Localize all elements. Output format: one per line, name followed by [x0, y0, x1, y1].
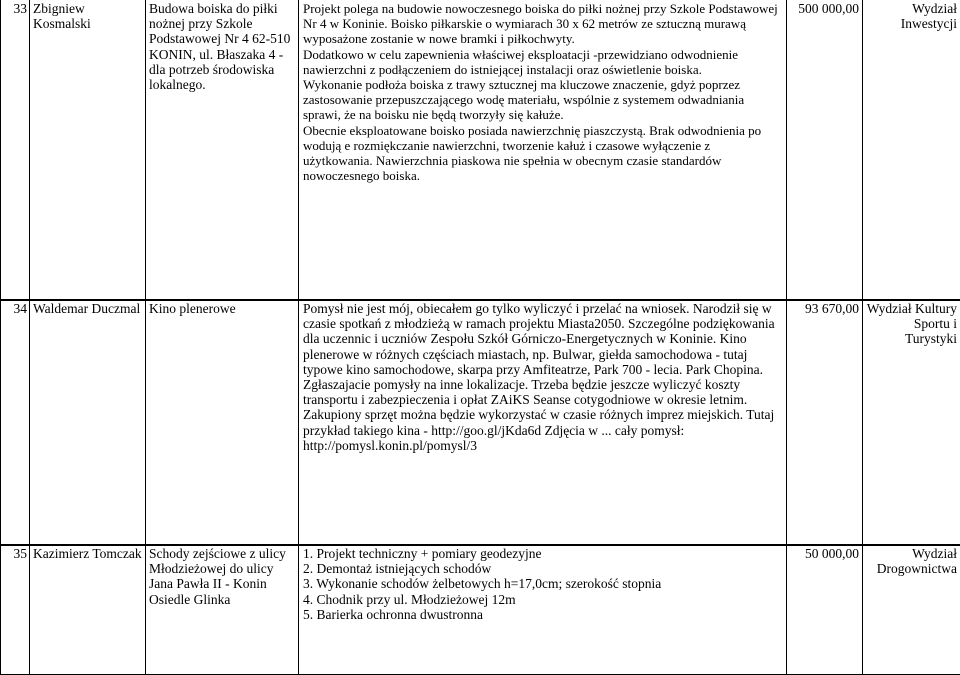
department: Wydział Drogownictwa [863, 545, 960, 675]
department: Wydział Inwestycji [863, 0, 960, 301]
author-name: Waldemar Duczmal [30, 300, 146, 546]
project-description [299, 545, 787, 675]
author-name: Kazimierz Tomczak [30, 545, 146, 675]
project-row-33 [0, 0, 960, 301]
description-line: 1. Projekt techniczny + pomiary geodezyjne [303, 546, 783, 561]
row-number: 35 [1, 545, 30, 675]
description-paragraph: Obecnie eksploatowane boisko posiada nawierzchnię piaszczystą. Brak odwodnienia po wodują e rozmiękczanie nawierzchni, tworzenie kałuż i czasowe wyłączenie z użytkowania. Nawierzchnia piaskowa nie spełnia w obecnym czasie standardów nowoczesnego boiska. [303, 123, 783, 184]
project-amount: 500 000,00 [787, 0, 863, 301]
project-amount: 93 670,00 [787, 300, 863, 546]
description-paragraph: Dodatkowo w celu zapewnienia właściwej eksploatacji -przewidziano odwodnienie nawierzchni z podłączeniem do istniejącej instalacji oraz oświetlenie boiska. [303, 47, 783, 77]
description-line: 5. Barierka ochronna dwustronna [303, 607, 783, 622]
project-title: Kino plenerowe [146, 300, 299, 546]
row-number: 33 [1, 0, 30, 301]
project-amount: 50 000,00 [787, 545, 863, 675]
description-paragraph: Projekt polega na budowie nowoczesnego boiska do piłki nożnej przy Szkole Podstawowej Nr 4 w Koninie. Boisko piłkarskie o wymiarach 30 x 62 metrów ze sztuczną murawą wyposażone zostanie w nowe bramki i piłkochwyty. [303, 1, 783, 47]
project-title: Schody zejściowe z ulicy Młodzieżowej do ulicy Jana Pawła II - Konin Osiedle Glinka [146, 545, 299, 675]
project-row-34 [0, 299, 960, 546]
department: Wydział Kultury Sportu i Turystyki [863, 300, 960, 546]
project-description [299, 300, 787, 546]
project-row-35 [0, 544, 960, 675]
description-line: 2. Demontaż istniejących schodów [303, 561, 783, 576]
author-name: Zbigniew Kosmalski [30, 0, 146, 301]
project-title: Budowa boiska do piłki nożnej przy Szkole Podstawowej Nr 4 62-510 KONIN, ul. Błaszaka 4 - dla potrzeb środowiska lokalnego. [146, 0, 299, 301]
row-number: 34 [1, 300, 30, 546]
description-line: 3. Wykonanie schodów żelbetowych h=17,0cm; szerokość stopnia [303, 576, 783, 591]
description-paragraph: Pomysł nie jest mój, obiecałem go tylko wyliczyć i przelać na wniosek. Narodził się w czasie spotkań z młodzieżą w ramach projektu Miasta2050. Szczególne podziękowania dla uczennic i uczniów Zespołu Szkół Górniczo-Energetycznych w Koninie. Kino plenerowe w różnych częściach miastach, np. Bulwar, giełda samochodowa - tutaj typowe kino samochodowe, skarpa przy Amfiteatrze, Park 700 - lecia. Park Chopina. Zgłaszajacie pomysły na inne lokalizacje. Trzeba będzie jeszcze wyliczyć koszty transportu i zabezpieczenia i opłat ZAiKS Seanse cotygodniowe w okresie letnim. Zakupiony sprzęt można będzie wykorzystać w czasie różnych imprez miejskich. Tutaj przykład takiego kina - http://goo.gl/jKda6d Zdjęcia w ... cały pomysł: http://pomysl.konin.pl/pomysl/3 [303, 301, 783, 453]
description-line: 4. Chodnik przy ul. Młodzieżowej 12m [303, 592, 783, 607]
project-description [299, 0, 787, 301]
description-paragraph: Wykonanie podłoża boiska z trawy sztucznej ma kluczowe znaczenie, gdyż poprzez zastosowanie przepuszczającego wodę materiału, wspólnie z systemem odwadniania sprawi, że na boisku nie będą tworzyły się kałuże. [303, 77, 783, 123]
